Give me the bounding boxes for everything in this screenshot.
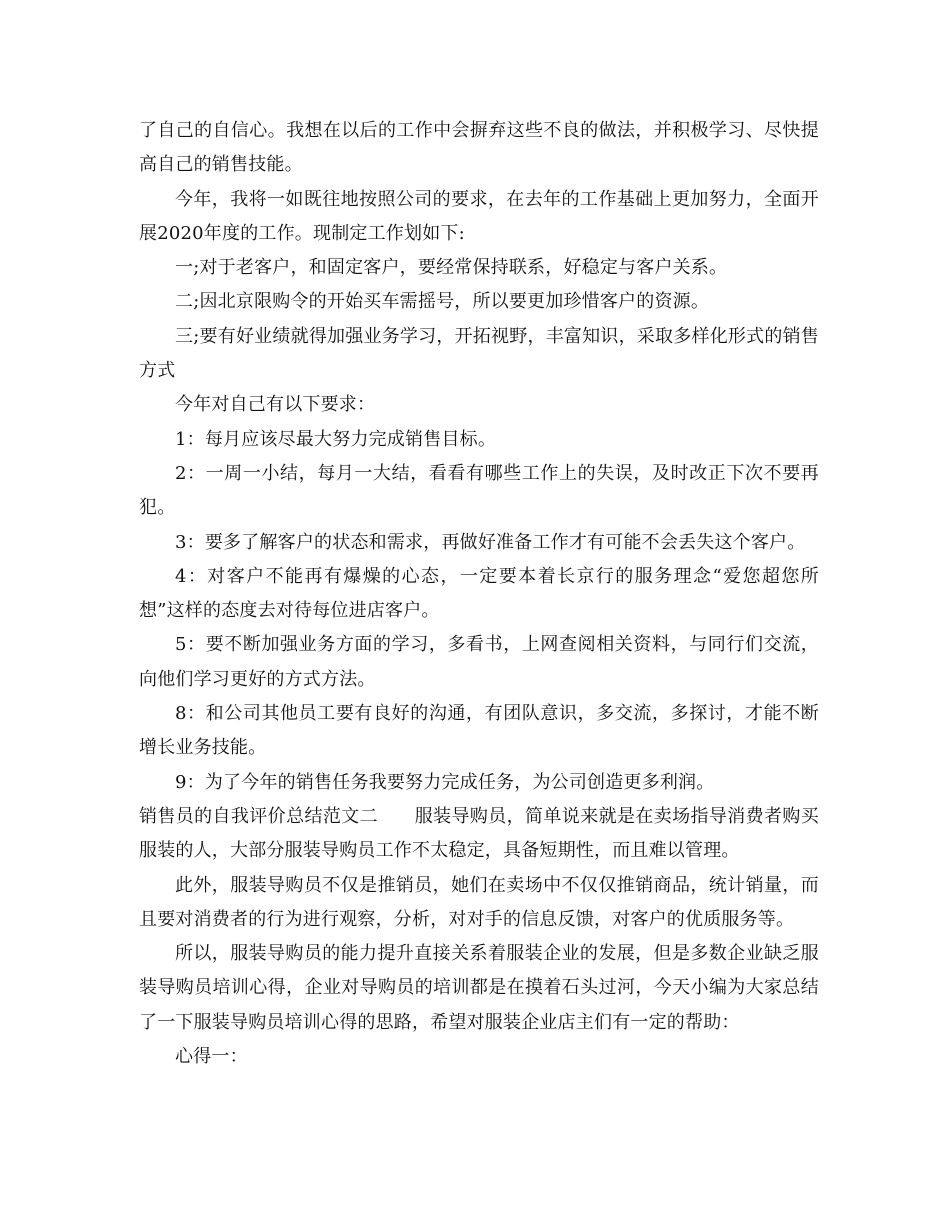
- paragraph-3: 一;对于老客户，和固定客户，要经常保持联系，好稳定与客户关系。: [175, 257, 728, 279]
- paragraph-6: 今年对自己有以下要求：: [175, 394, 376, 416]
- paragraph-4: 二;因北京限购令的开始买车需摇号，所以要更加珍惜客户的资源。: [175, 291, 710, 313]
- paragraph-11: 5：要不断加强业务方面的学习，多看书，上网查阅相关资料，与同行们交流，向他们学习更好的方式方法。: [139, 634, 819, 690]
- paragraph-13: 9：为了今年的销售任务我要努力完成任务，为公司创造更多利润。: [175, 771, 715, 793]
- paragraph-16: 所以，服装导购员的能力提升直接关系着服装企业的发展，但是多数企业缺乏服装导购员培训心得，企业对导购员的培训都是在摸着石头过河，今天小编为大家总结了一下服装导购员培训心得的思路，希望对服装企业店主们有一定的帮助：: [139, 943, 819, 1033]
- paragraph-14: 销售员的自我评价总结范文二 服装导购员，简单说来就是在卖场指导消费者购买服装的人，大部分服装导购员工作不太稳定，具备短期性，而且难以管理。: [139, 805, 819, 862]
- paragraph-17: 心得一：: [175, 1046, 248, 1068]
- paragraph-10: 4：对客户不能再有爆燥的心态，一定要本着长京行的服务理念“爱您超您所想”这样的态度去对待每位进店客户。: [139, 565, 819, 622]
- paragraph-2: 今年，我将一如既往地按照公司的要求，在去年的工作基础上更加努力，全面开展2020年度的工作。现制定工作划如下:: [139, 188, 819, 244]
- paragraph-9: 3：要多了解客户的状态和需求，再做好准备工作才有可能不会丢失这个客户。: [175, 531, 806, 553]
- paragraph-5: 三;要有好业绩就得加强业务学习，开拓视野，丰富知识，采取多样化形式的销售方式: [139, 325, 819, 382]
- paragraph-1: 了自己的自信心。我想在以后的工作中会摒弃这些不良的做法，并积极学习、尽快提高自己的销售技能。: [139, 120, 819, 176]
- paragraph-15: 此外，服装导购员不仅是推销员，她们在卖场中不仅仅推销商品，统计销量，而且要对消费者的行为进行观察，分析，对对手的信息反馈，对客户的优质服务等。: [139, 874, 819, 930]
- document-body: [139, 114, 819, 1074]
- paragraph-12: 8：和公司其他员工要有良好的沟通，有团队意识，多交流，多探讨，才能不断增长业务技能。: [139, 703, 819, 759]
- paragraph-8: 2：一周一小结，每月一大结，看看有哪些工作上的失误，及时改正下次不要再犯。: [139, 462, 819, 519]
- paragraph-7: 1：每月应该尽最大努力完成销售目标。: [175, 428, 497, 450]
